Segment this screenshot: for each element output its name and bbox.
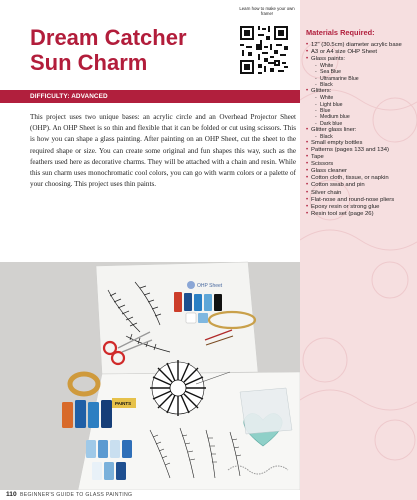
- materials-list: [306, 42, 414, 218]
- qr-code-icon[interactable]: [238, 24, 290, 76]
- material-subitem: - Light blue: [306, 102, 414, 108]
- ohp-sheet-label: OHP Sheet: [197, 283, 223, 289]
- material-item: • 12" (30.5cm) diameter acrylic base: [306, 42, 414, 49]
- material-item: • Glitters:: [306, 88, 414, 95]
- material-subitem: - Black: [306, 134, 414, 140]
- material-item: • Glass paints:: [306, 56, 414, 63]
- ohp-sheet-upper: [96, 262, 258, 374]
- liner-bottle-seablue: [88, 402, 99, 428]
- material-item: • Resin tool set (page 26): [306, 211, 414, 218]
- running-title: BEGINNER'S GUIDE TO GLASS PAINTING: [20, 492, 133, 498]
- paint-bottle-black: [214, 294, 222, 311]
- material-subitem: - White: [306, 63, 414, 69]
- material-subitem: - Black: [306, 82, 414, 88]
- page-title: [30, 25, 240, 75]
- material-subitem: - Ultramarine Blue: [306, 76, 414, 82]
- material-item: • Cotton cloth, tissue, or napkin: [306, 175, 414, 182]
- material-item: • Tape: [306, 154, 414, 161]
- material-item: • Cotton swab and pin: [306, 182, 414, 189]
- page-number: 110: [6, 491, 17, 498]
- material-item: • Flat-nose and round-nose pliers: [306, 197, 414, 204]
- material-subitem: - Medium blue: [306, 114, 414, 120]
- materials-heading: Materials Required:: [306, 28, 375, 37]
- page-title-line-2: Sun Charm: [30, 50, 148, 75]
- paint-bottle-red: [174, 292, 182, 312]
- difficulty-banner: DIFFICULTY: ADVANCED: [0, 90, 300, 103]
- material-item: • Small empty bottles: [306, 140, 414, 147]
- qr-caption: Learn how to make your own frame!: [239, 6, 295, 17]
- paint-bottle-seablue: [194, 294, 202, 311]
- intro-paragraph: This project uses two unique bases: an acrylic circle and an Overhead Projector Sheet (OHP). An OHP Sheet is so thin and flexible that it can be folded or cut using scissors. This is how you can shape a glass painting. After painting on an OHP Sheet, cut the sheet to the required shape or size. You can create some original and fun shapes this way, such as the feathers used here as decorative charms. They will be attached with a chain and resin. While this sun charm uses monochromatic cool colors, you can go with warm colors or a palette of your choosing. This project uses thin paints.: [30, 113, 296, 189]
- paint-bottle-blue: [184, 293, 192, 311]
- materials-photo-image: [0, 157, 300, 490]
- paint-label-text: PAINTS: [115, 401, 132, 406]
- material-subitem: - White: [306, 95, 414, 101]
- material-subitem: - Blue: [306, 108, 414, 114]
- glass-plate: [240, 388, 292, 434]
- material-item: • Glass cleaner: [306, 168, 414, 175]
- ohp-logo: [187, 281, 195, 289]
- small-bottle: [186, 313, 196, 323]
- material-subitem: - Dark blue: [306, 121, 414, 127]
- material-item: • Silver chain: [306, 190, 414, 197]
- small-bottle-blue: [198, 313, 208, 323]
- material-item: • Patterns (pages 133 and 134): [306, 147, 414, 154]
- liner-bottle-darkblue: [101, 400, 112, 428]
- material-item: • Epoxy resin or strong glue: [306, 204, 414, 211]
- material-item: • Scissors: [306, 161, 414, 168]
- liner-bottle-orange: [62, 402, 73, 428]
- material-subitem: - Sea Blue: [306, 69, 414, 75]
- sun-pattern: [150, 360, 206, 416]
- page-title-line-1: Dream Catcher: [30, 25, 187, 50]
- liner-bottle-blue: [75, 400, 86, 428]
- material-item: • Glitter glass liner:: [306, 127, 414, 134]
- paint-bottle-lightblue: [204, 294, 212, 311]
- material-item: • A3 or A4 size OHP Sheet: [306, 49, 414, 56]
